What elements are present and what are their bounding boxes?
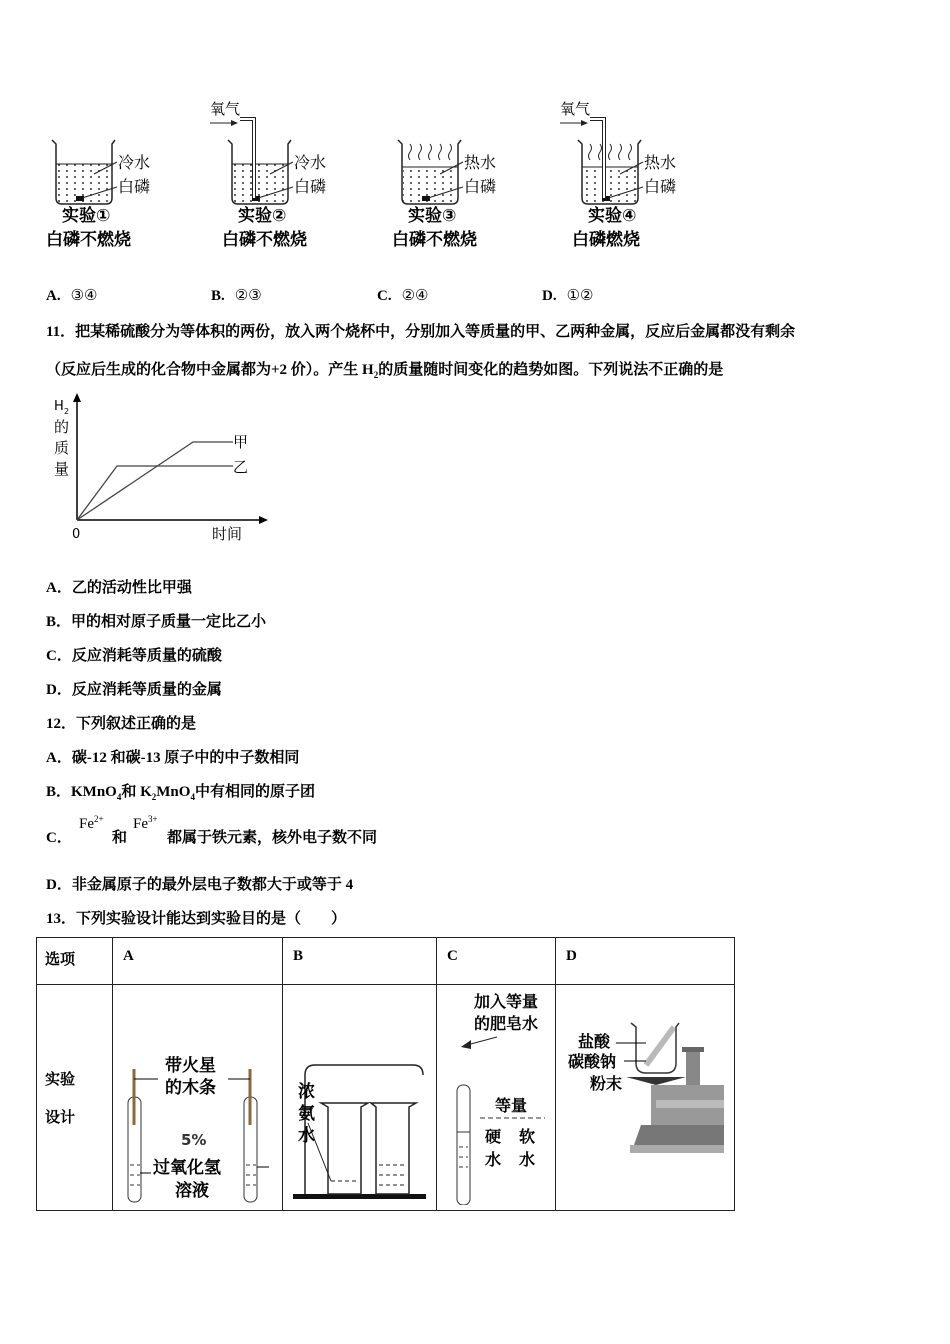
svg-text:过氧化氢: 过氧化氢 bbox=[153, 1158, 221, 1178]
cell-b bbox=[283, 985, 437, 1211]
svg-text:软: 软 bbox=[519, 1127, 536, 1146]
svg-text:硬: 硬 bbox=[485, 1127, 502, 1146]
experiment-title: 实验④ bbox=[588, 206, 637, 226]
svg-text:氨: 氨 bbox=[298, 1104, 315, 1124]
svg-text:水: 水 bbox=[485, 1150, 502, 1169]
experiment-2-beaker bbox=[210, 100, 326, 250]
experiment-title: 实验① bbox=[62, 206, 111, 226]
q12-option-d[interactable]: D．非金属原子的最外层电子数都大于或等于 4 bbox=[46, 877, 354, 893]
y-label-1: 的 bbox=[54, 418, 70, 436]
svg-text:5%: 5% bbox=[181, 1131, 207, 1149]
y-label-2: 质 bbox=[54, 439, 70, 457]
svg-text:碳酸钠: 碳酸钠 bbox=[568, 1052, 617, 1071]
q11-option-c[interactable]: C．反应消耗等质量的硫酸 bbox=[46, 648, 222, 664]
series-jia-label: 甲 bbox=[233, 433, 249, 451]
oxygen-label: 氧气 bbox=[210, 100, 241, 118]
y-label-sub: 2 bbox=[64, 407, 70, 416]
series-yi-line bbox=[77, 466, 233, 520]
phosphorus-label: 白磷 bbox=[644, 177, 677, 196]
experiment-result: 白磷燃烧 bbox=[572, 230, 640, 250]
x-label: 时间 bbox=[212, 525, 243, 543]
header-d: D bbox=[556, 938, 735, 985]
q11-option-d[interactable]: D．反应消耗等质量的金属 bbox=[46, 682, 222, 698]
svg-text:溶液: 溶液 bbox=[175, 1181, 209, 1201]
fe3-ion: $Fe^{3+}$ bbox=[133, 814, 158, 832]
cell-d bbox=[556, 985, 735, 1211]
experiment-d-figure bbox=[556, 985, 724, 1205]
q10-option-d[interactable]: D. ①② bbox=[542, 288, 594, 304]
q10-experiments-figure bbox=[40, 90, 700, 260]
cell-a bbox=[113, 985, 283, 1211]
y-label-h: H bbox=[54, 399, 64, 414]
q11-stem-line1: 11．把某稀硫酸分为等体积的两份，放入两个烧杯中，分别加入等质量的甲、乙两种金属，反应后金属都没有剩余 bbox=[46, 324, 796, 340]
svg-text:浓: 浓 bbox=[298, 1082, 315, 1102]
experiment-result: 白磷不燃烧 bbox=[222, 230, 307, 250]
experiment-a-figure bbox=[113, 985, 272, 1205]
q11-option-b[interactable]: B．甲的相对原子质量一定比乙小 bbox=[46, 614, 267, 630]
q10-option-b[interactable]: B. ②③ bbox=[211, 288, 262, 304]
header-a: A bbox=[113, 938, 283, 985]
q10-option-a[interactable]: A. ③④ bbox=[46, 288, 98, 304]
experiment-result: 白磷不燃烧 bbox=[392, 230, 477, 250]
water-label: 热水 bbox=[464, 153, 497, 172]
fe2-ion: $Fe^{2+}$ bbox=[79, 814, 104, 832]
phosphorus-label: 白磷 bbox=[118, 177, 151, 196]
experiment-4-beaker bbox=[560, 100, 676, 250]
svg-text:盐酸: 盐酸 bbox=[578, 1032, 611, 1051]
q13-table bbox=[36, 937, 735, 1211]
q12-option-a[interactable]: A．碳-12 和碳-13 原子中的中子数相同 bbox=[46, 750, 300, 766]
series-jia-line bbox=[77, 442, 233, 520]
phosphorus-label: 白磷 bbox=[464, 177, 497, 196]
series-yi-label: 乙 bbox=[233, 458, 249, 476]
origin-label: 0 bbox=[72, 527, 81, 542]
water-label: 热水 bbox=[644, 153, 677, 172]
q10-option-c[interactable]: C. ②④ bbox=[377, 288, 429, 304]
header-option: 选项 bbox=[37, 938, 113, 985]
svg-text:带火星: 带火星 bbox=[165, 1056, 216, 1076]
water-label: 冷水 bbox=[294, 153, 327, 172]
phosphorus-label: 白磷 bbox=[294, 177, 327, 196]
svg-text:的木条: 的木条 bbox=[165, 1078, 216, 1098]
svg-text:等量: 等量 bbox=[495, 1096, 528, 1115]
q13-stem: 13．下列实验设计能达到实验目的是（ ） bbox=[46, 911, 347, 927]
oxygen-label: 氧气 bbox=[560, 100, 591, 118]
svg-text:水: 水 bbox=[298, 1126, 315, 1146]
experiment-b-figure bbox=[283, 985, 426, 1205]
experiment-title: 实验② bbox=[238, 206, 287, 226]
y-axis-arrow bbox=[73, 393, 81, 402]
header-b: B bbox=[283, 938, 437, 985]
svg-text:的肥皂水: 的肥皂水 bbox=[474, 1014, 539, 1033]
q11-stem-line2: （反应后生成的化合物中金属都为+2 价）。产生 $H_2$的质量随时间变化的趋势如图。下列说法不正确的是 bbox=[46, 362, 724, 380]
row-label: 实验 设计 bbox=[37, 985, 113, 1211]
experiment-1-beaker bbox=[46, 140, 150, 250]
experiment-title: 实验③ bbox=[408, 206, 457, 226]
experiment-result: 白磷不燃烧 bbox=[46, 230, 131, 250]
table-design-row bbox=[37, 985, 735, 1211]
water-label: 冷水 bbox=[118, 153, 151, 172]
q12-option-b[interactable]: B．KMnO$_4$和 $K_2MnO_4$中有相同的原子团 bbox=[46, 784, 315, 802]
y-label-3: 量 bbox=[54, 460, 70, 478]
svg-text:加入等量: 加入等量 bbox=[474, 992, 539, 1011]
header-c: C bbox=[437, 938, 556, 985]
experiment-c-figure bbox=[437, 985, 545, 1205]
q11-option-a[interactable]: A．乙的活动性比甲强 bbox=[46, 580, 192, 596]
x-axis-arrow bbox=[259, 516, 268, 524]
q12-stem: 12．下列叙述正确的是 bbox=[46, 716, 197, 732]
q11-h2-chart bbox=[40, 392, 280, 552]
svg-text:粉末: 粉末 bbox=[590, 1074, 623, 1093]
table-header-row bbox=[37, 938, 735, 985]
experiment-3-beaker bbox=[392, 140, 496, 250]
svg-text:水: 水 bbox=[519, 1150, 536, 1169]
cell-c bbox=[437, 985, 556, 1211]
